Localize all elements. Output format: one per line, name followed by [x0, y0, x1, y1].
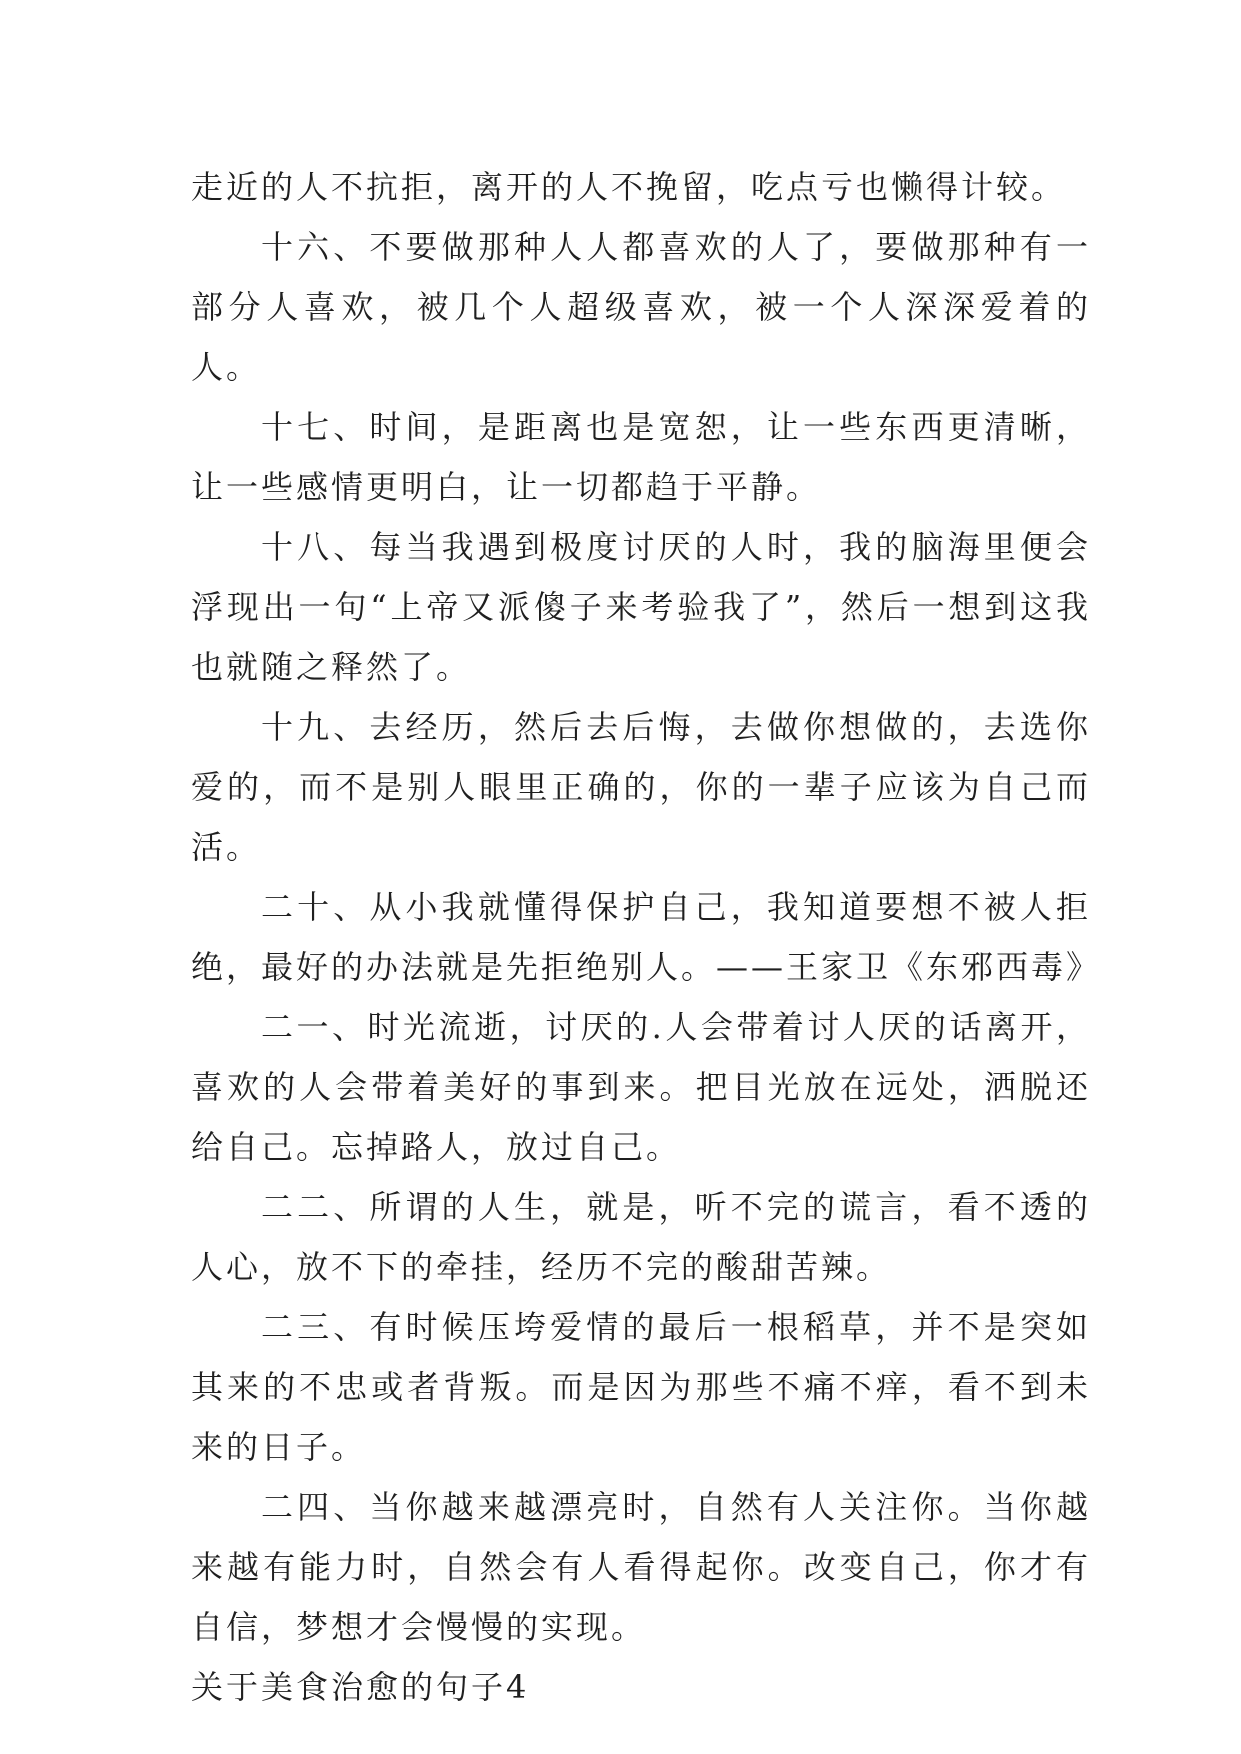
section-heading: 关于美食治愈的句子4	[191, 1668, 530, 1706]
paragraph-19: 十九、去经历，然后去后悔，去做你想做的，去选你爱的，而不是别人眼里正确的，你的一辈子应该为自己而活。	[191, 708, 1091, 866]
paragraph-21: 二一、时光流逝，讨厌的.人会带着讨人厌的话离开，喜欢的人会带着美好的事到来。把目光放在远处，洒脱还给自己。忘掉路人，放过自己。	[191, 1008, 1091, 1166]
paragraph-18: 十八、每当我遇到极度讨厌的人时，我的脑海里便会浮现出一句“上帝又派傻子来考验我了”，然后一想到这我也就随之释然了。	[191, 528, 1091, 686]
paragraph-20: 二十、从小我就懂得保护自己，我知道要想不被人拒绝，最好的办法就是先拒绝别人。——王家卫《东邪西毒》	[191, 888, 1102, 986]
paragraph-continuation: 走近的人不抗拒，离开的人不挽留，吃点亏也懒得计较。	[191, 168, 1067, 206]
paragraph-22: 二二、所谓的人生，就是，听不完的谎言，看不透的人心，放不下的牵挂，经历不完的酸甜苦辣。	[191, 1188, 1091, 1286]
paragraph-17: 十七、时间，是距离也是宽恕，让一些东西更清晰，让一些感情更明白，让一切都趋于平静。	[191, 408, 1091, 506]
paragraph-16: 十六、不要做那种人人都喜欢的人了，要做那种有一部分人喜欢，被几个人超级喜欢，被一个人深深爱着的人。	[191, 228, 1091, 386]
document-body	[191, 157, 1102, 1717]
paragraph-23: 二三、有时候压垮爱情的最后一根稻草，并不是突如其来的不忠或者背叛。而是因为那些不痛不痒，看不到未来的日子。	[191, 1308, 1091, 1466]
paragraph-24: 二四、当你越来越漂亮时，自然有人关注你。当你越来越有能力时，自然会有人看得起你。改变自己，你才有自信，梦想才会慢慢的实现。	[191, 1488, 1091, 1646]
